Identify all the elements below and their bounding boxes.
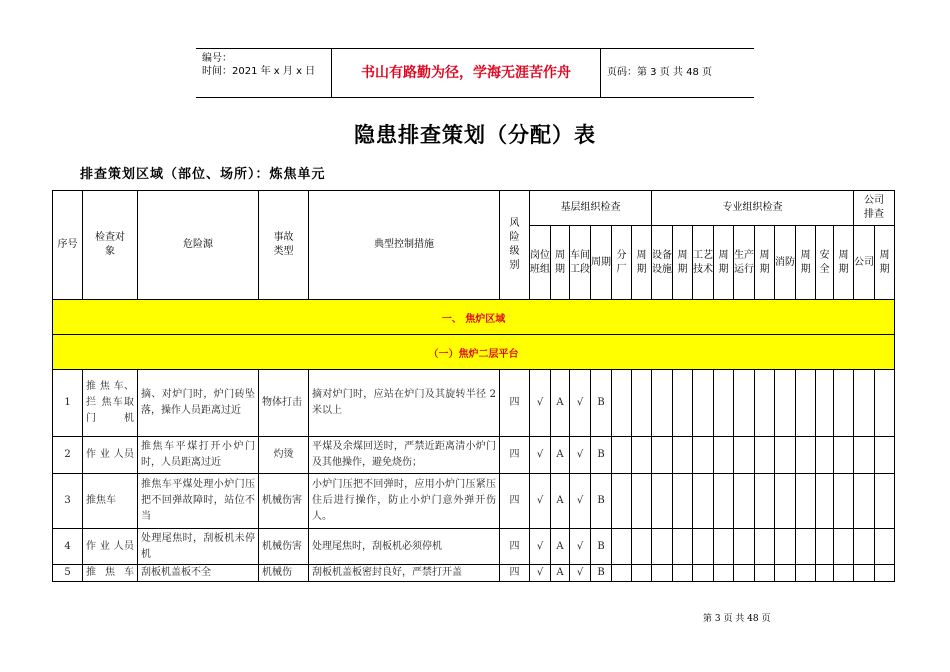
table-row bbox=[53, 437, 895, 474]
cell-mark: √ bbox=[570, 474, 591, 529]
cell-object: 推 焦 车、拦 焦车取门机 bbox=[83, 370, 138, 437]
cell-accident: 物体打击 bbox=[259, 370, 309, 437]
cell-seq: 2 bbox=[53, 437, 83, 474]
cell-object: 推 焦 车 bbox=[83, 565, 138, 582]
sub-g5: 分厂 bbox=[612, 226, 632, 300]
cell-mark: √ bbox=[530, 529, 551, 565]
cell-accident: 灼烫 bbox=[259, 437, 309, 474]
sub-p1: 设备设施 bbox=[652, 226, 673, 300]
cell-risk: 四 bbox=[500, 529, 530, 565]
inspection-table bbox=[52, 190, 895, 582]
cell-seq: 3 bbox=[53, 474, 83, 529]
sub-c1: 公司 bbox=[854, 226, 875, 300]
header-page-label: 页码：第 3 页 共 48 页 bbox=[607, 67, 712, 78]
col-accident: 事故类型 bbox=[259, 191, 309, 300]
cell-risk: 四 bbox=[500, 370, 530, 437]
sub-p2: 周期 bbox=[673, 226, 693, 300]
cell-risk: 四 bbox=[500, 474, 530, 529]
cell-seq: 5 bbox=[53, 565, 83, 582]
cell-mark: √ bbox=[570, 529, 591, 565]
cell-mark: B bbox=[591, 370, 612, 437]
sub-g2: 周期 bbox=[551, 226, 570, 300]
cell-mark: √ bbox=[530, 565, 551, 582]
sub-p4: 周期 bbox=[714, 226, 734, 300]
cell-mark: A bbox=[551, 437, 570, 474]
cell-mark: √ bbox=[530, 370, 551, 437]
col-company: 公司排查 bbox=[854, 191, 895, 226]
section-heading-1: 一、 焦炉区域 bbox=[53, 300, 895, 335]
cell-seq: 4 bbox=[53, 529, 83, 565]
cell-hazard: 刮板机盖板不全 bbox=[138, 565, 259, 582]
cell-risk: 四 bbox=[500, 565, 530, 582]
cell-mark: A bbox=[551, 370, 570, 437]
header-meta bbox=[196, 49, 331, 97]
cell-object: 推焦车 bbox=[83, 474, 138, 529]
col-hazard: 危险源 bbox=[138, 191, 259, 300]
col-seq: 序号 bbox=[53, 191, 83, 300]
cell-measure: 摘对炉门时，应站在炉门及其旋转半径 2 米以上 bbox=[309, 370, 500, 437]
cell-mark: B bbox=[591, 529, 612, 565]
section-heading-2: （一）焦炉二层平台 bbox=[53, 335, 895, 370]
cell-hazard: 推焦车平煤打开小炉门时，人员距离过近 bbox=[138, 437, 259, 474]
sub-g6: 周期 bbox=[632, 226, 652, 300]
table-row bbox=[53, 370, 895, 437]
cell-object: 作 业 人员 bbox=[83, 529, 138, 565]
cell-measure: 刮板机盖板密封良好，严禁打开盖 bbox=[309, 565, 500, 582]
table-row bbox=[53, 529, 895, 565]
header-motto: 书山有路勤为径，学海无涯苦作舟 bbox=[331, 49, 601, 97]
col-grassroots: 基层组织检查 bbox=[530, 191, 652, 226]
page-header bbox=[196, 48, 754, 98]
cell-accident: 机械伤害 bbox=[259, 529, 309, 565]
col-risk: 风险级别 bbox=[500, 191, 530, 300]
cell-mark: B bbox=[591, 437, 612, 474]
cell-hazard: 推焦车平煤处理小炉门压把不回弹故障时，站位不当 bbox=[138, 474, 259, 529]
cell-measure: 平煤及余煤回送时，严禁近距离清小炉门及其他操作，避免烧伤； bbox=[309, 437, 500, 474]
col-object: 检查对象 bbox=[83, 191, 138, 300]
sub-p6: 周期 bbox=[755, 226, 775, 300]
cell-mark: √ bbox=[530, 474, 551, 529]
cell-mark: √ bbox=[530, 437, 551, 474]
sub-g4: 周期 bbox=[591, 226, 612, 300]
cell-hazard: 摘、对炉门时，炉门砖坠落，操作人员距离过近 bbox=[138, 370, 259, 437]
cell-object: 作 业 人员 bbox=[83, 437, 138, 474]
page-footer: 第 3 页 共 48 页 bbox=[703, 614, 771, 624]
cell-mark: B bbox=[591, 565, 612, 582]
sub-p5: 生产运行 bbox=[734, 226, 755, 300]
cell-accident: 机械伤害 bbox=[259, 474, 309, 529]
sub-c2: 周期 bbox=[875, 226, 895, 300]
cell-hazard: 处理尾焦时，刮板机未停机 bbox=[138, 529, 259, 565]
sub-g1: 岗位班组 bbox=[530, 226, 551, 300]
cell-mark: √ bbox=[570, 370, 591, 437]
sub-p3: 工艺技术 bbox=[693, 226, 714, 300]
number-label: 编号： bbox=[202, 53, 232, 64]
table-row bbox=[53, 565, 895, 582]
col-measures: 典型控制措施 bbox=[309, 191, 500, 300]
sub-p8: 周期 bbox=[796, 226, 816, 300]
document-title: 隐患排查策划（分配）表 bbox=[354, 123, 596, 147]
sub-p9: 安全 bbox=[816, 226, 834, 300]
col-professional: 专业组织检查 bbox=[652, 191, 854, 226]
time-label: 时间：2021 年 x 月 x 日 bbox=[202, 66, 316, 77]
sub-g3: 车间工段 bbox=[570, 226, 591, 300]
area-line: 排查策划区域（部位、场所）：炼焦单元 bbox=[80, 167, 326, 182]
cell-seq: 1 bbox=[53, 370, 83, 437]
sub-p10: 周期 bbox=[834, 226, 854, 300]
cell-mark: √ bbox=[570, 437, 591, 474]
sub-p7: 消防 bbox=[775, 226, 796, 300]
cell-mark: A bbox=[551, 474, 570, 529]
cell-mark: B bbox=[591, 474, 612, 529]
table-row bbox=[53, 474, 895, 529]
cell-measure: 处理尾焦时，刮板机必须停机 bbox=[309, 529, 500, 565]
cell-measure: 小炉门压把不回弹时，应用小炉门压紧压住后进行操作，防止小炉门意外弹开伤人。 bbox=[309, 474, 500, 529]
cell-accident: 机械伤 bbox=[259, 565, 309, 582]
cell-mark: A bbox=[551, 529, 570, 565]
cell-risk: 四 bbox=[500, 437, 530, 474]
cell-mark: √ bbox=[570, 565, 591, 582]
cell-mark: A bbox=[551, 565, 570, 582]
